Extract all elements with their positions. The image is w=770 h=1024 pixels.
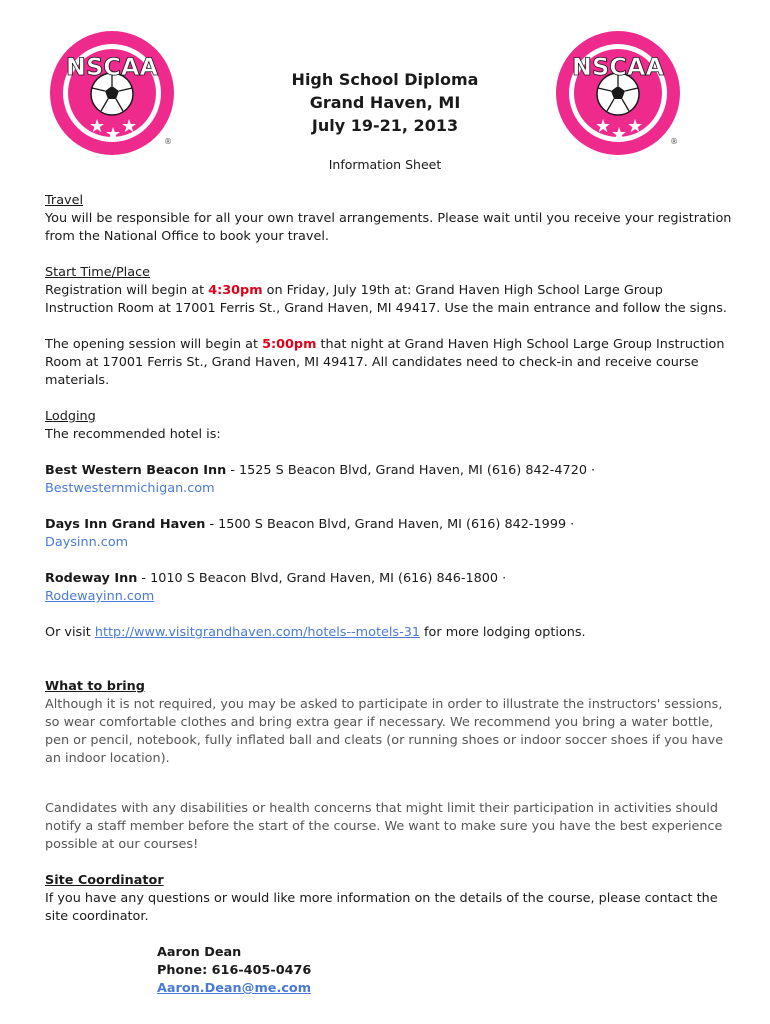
hotel-name: Days Inn Grand Haven: [45, 517, 206, 532]
site-coordinator-heading: Site Coordinator: [45, 873, 164, 888]
nscaa-logo-right: [553, 28, 683, 158]
hotel-link[interactable]: Bestwesternmichigan.com: [45, 481, 215, 496]
hotel-entry: [45, 462, 735, 498]
registration-text: Registration will begin at 4:30pm on Friday, July 19th at: Grand Haven High School Large Group Instruction Room at 17001 Ferris St., Grand Haven, MI 49417. Use the main entrance and follow the signs.: [45, 283, 727, 316]
document-title: [230, 68, 540, 137]
hotel-link[interactable]: Rodewayinn.com: [45, 589, 155, 604]
travel-text: You will be responsible for all your own travel arrangements. Please wait until you receive your registration from the National Office to book your travel.: [45, 211, 732, 244]
visit-text: Or visit http://www.visitgrandhaven.com/hotels--motels-31 for more lodging options.: [45, 625, 586, 640]
hotel-details: - 1010 S Beacon Blvd, Grand Haven, MI (616) 846-1800 ·: [137, 571, 507, 586]
svg-text:★: ★: [89, 116, 106, 137]
hotel-entry: [45, 570, 735, 606]
bring-heading: What to bring: [45, 679, 145, 694]
opening-session-text: The opening session will begin at 5:00pm that night at Grand Haven High School Large Group Instruction Room at 17001 Ferris St., Grand Haven, MI 49417. All candidates need to check-in and receive course materials.: [45, 337, 725, 388]
svg-text:NSCAA: NSCAA: [65, 53, 159, 81]
bring-text: Although it is not required, you may be asked to participate in order to illustrate the instructors' sessions, so wear comfortable clothes and bring extra gear if necessary. We recommend you bring a water bottle, pen or pencil, notebook, fully inflated ball and cleats (or running shoes or indoor soccer shoes if you have an indoor location).: [45, 697, 724, 766]
nscaa-logo-left: [47, 28, 177, 158]
svg-text:®: ®: [670, 137, 678, 146]
lodging-intro: The recommended hotel is:: [45, 427, 221, 442]
svg-text:NSCAA: NSCAA: [571, 53, 665, 81]
visit-link[interactable]: http://www.visitgrandhaven.com/hotels--motels-31: [94, 625, 420, 640]
svg-text:★: ★: [105, 124, 122, 145]
registration-time: 4:30pm: [208, 283, 263, 298]
hotel-link[interactable]: Daysinn.com: [45, 535, 129, 550]
travel-heading: Travel: [45, 193, 84, 208]
hotel-name: Rodeway Inn: [45, 571, 138, 586]
coordinator-email[interactable]: Aaron.Dean@me.com: [157, 981, 312, 996]
coordinator-phone: Phone: 616-405-0476: [157, 963, 312, 978]
document-subtitle: Information Sheet: [328, 157, 442, 172]
title-line-2: Grand Haven, MI: [309, 93, 461, 112]
svg-text:★: ★: [611, 124, 628, 145]
hotel-name: Best Western Beacon Inn: [45, 463, 227, 478]
opening-session-time: 5:00pm: [262, 337, 317, 352]
hotel-details: - 1500 S Beacon Blvd, Grand Haven, MI (616) 842-1999 ·: [205, 517, 575, 532]
lodging-heading: Lodging: [45, 409, 96, 424]
disabilities-text: Candidates with any disabilities or health concerns that might limit their participation in activities should notify a staff member before the start of the course. We want to make sure you have the best experience possible at our courses!: [45, 801, 723, 852]
coordinator-name: Aaron Dean: [157, 945, 242, 960]
svg-text:★: ★: [595, 116, 612, 137]
site-coordinator-text: If you have any questions or would like more information on the details of the course, please contact the site coordinator.: [45, 891, 718, 924]
document-body: [45, 192, 735, 998]
svg-text:®: ®: [164, 137, 172, 146]
start-heading: Start Time/Place: [45, 265, 150, 280]
svg-text:★: ★: [627, 116, 644, 137]
hotel-details: - 1525 S Beacon Blvd, Grand Haven, MI (616) 842-4720 ·: [226, 463, 596, 478]
title-line-1: High School Diploma: [291, 70, 479, 89]
title-line-3: July 19-21, 2013: [311, 116, 459, 135]
svg-text:★: ★: [121, 116, 138, 137]
hotel-entry: [45, 516, 735, 552]
